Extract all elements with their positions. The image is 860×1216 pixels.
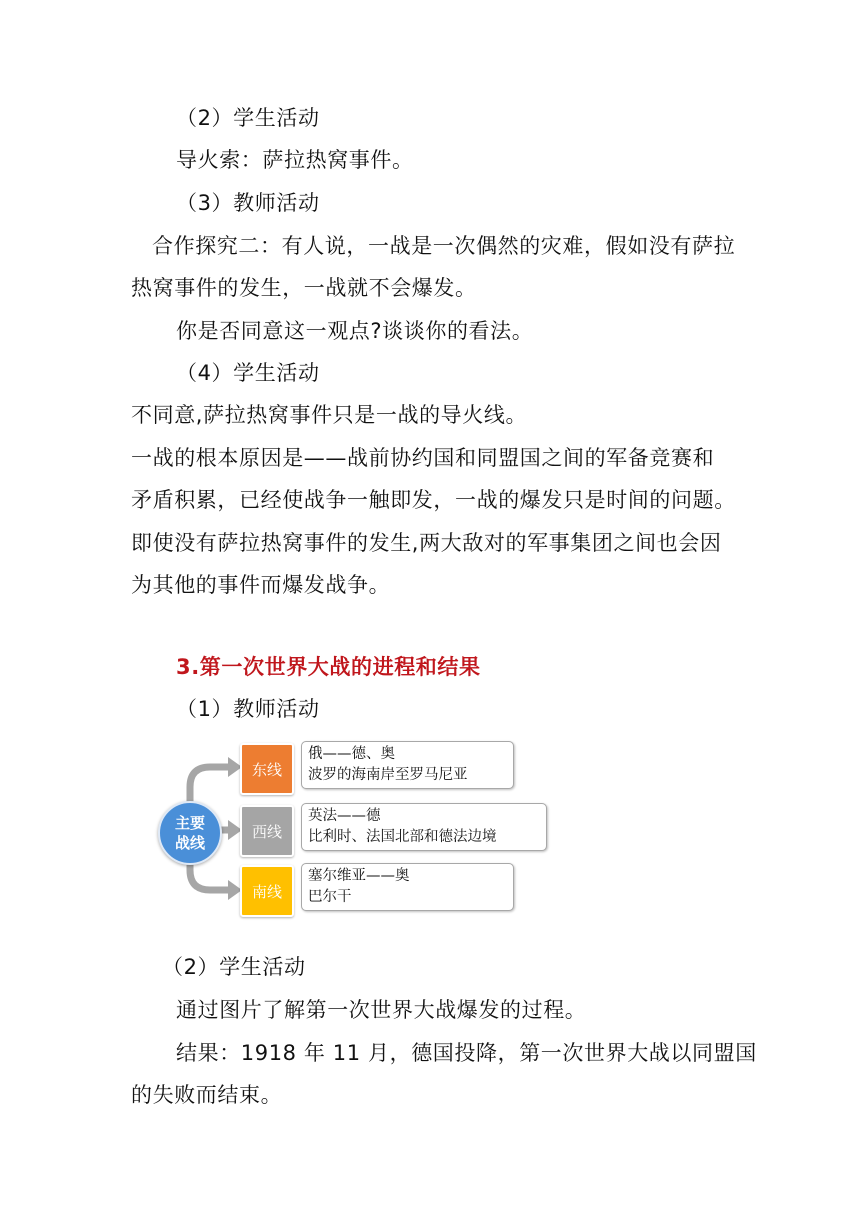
east-front-area: 波罗的海南岸至罗马尼亚 bbox=[308, 767, 468, 783]
paragraph-inquiry-2-cont: 热窝事件的发生，一战就不会爆发。 bbox=[131, 276, 477, 300]
paragraph-student-activity-2: （2）学生活动 bbox=[176, 106, 320, 130]
east-front-box bbox=[301, 741, 514, 789]
paragraph-answer-3: 矛盾积累，已经使战争一触即发，一战的爆发只是时间的问题。 bbox=[131, 488, 736, 512]
paragraph-answer-4: 即使没有萨拉热窝事件的发生,两大敌对的军事集团之间也会因 bbox=[131, 531, 722, 555]
west-front-sides: 英法——德 bbox=[308, 808, 381, 824]
paragraph-student-activity-2b: （2）学生活动 bbox=[162, 955, 306, 979]
west-front-tag: 西线 bbox=[240, 805, 294, 857]
paragraph-pictures: 通过图片了解第一次世界大战爆发的过程。 bbox=[176, 998, 587, 1022]
west-front-box bbox=[301, 803, 547, 851]
east-front-tag: 东线 bbox=[240, 743, 294, 795]
paragraph-result: 结果：1918 年 11 月，德国投降，第一次世界大战以同盟国 bbox=[176, 1041, 757, 1065]
paragraph-answer-2: 一战的根本原因是——战前协约国和同盟国之间的军备竞赛和 bbox=[131, 446, 715, 470]
paragraph-question: 你是否同意这一观点?谈谈你的看法。 bbox=[176, 319, 534, 343]
paragraph-fuse: 导火索：萨拉热窝事件。 bbox=[176, 148, 414, 172]
south-front-area: 巴尔干 bbox=[308, 889, 352, 905]
south-front-sides: 塞尔维亚——奥 bbox=[308, 868, 410, 884]
main-fronts-hub bbox=[158, 801, 222, 865]
paragraph-student-activity-4: （4）学生活动 bbox=[176, 361, 320, 385]
hub-label-line1: 主要 bbox=[174, 814, 205, 832]
paragraph-answer-5: 为其他的事件而爆发战争。 bbox=[131, 573, 391, 597]
paragraph-inquiry-2: 合作探究二：有人说，一战是一次偶然的灾难，假如没有萨拉 bbox=[152, 234, 736, 258]
west-front-area: 比利时、法国北部和德法边境 bbox=[308, 829, 497, 845]
east-front-sides: 俄——德、奥 bbox=[308, 746, 395, 762]
paragraph-teacher-activity-3: （3）教师活动 bbox=[176, 191, 320, 215]
paragraph-answer-1: 不同意,萨拉热窝事件只是一战的导火线。 bbox=[131, 403, 528, 427]
fronts-diagram bbox=[150, 735, 560, 920]
south-front-tag: 南线 bbox=[240, 865, 294, 917]
paragraph-teacher-activity-1: （1）教师活动 bbox=[176, 697, 320, 721]
section-heading: 3.第一次世界大战的进程和结果 bbox=[176, 655, 481, 679]
south-front-box bbox=[301, 863, 514, 911]
hub-label-line2: 战线 bbox=[174, 834, 205, 852]
paragraph-result-cont: 的失败而结束。 bbox=[131, 1083, 283, 1107]
